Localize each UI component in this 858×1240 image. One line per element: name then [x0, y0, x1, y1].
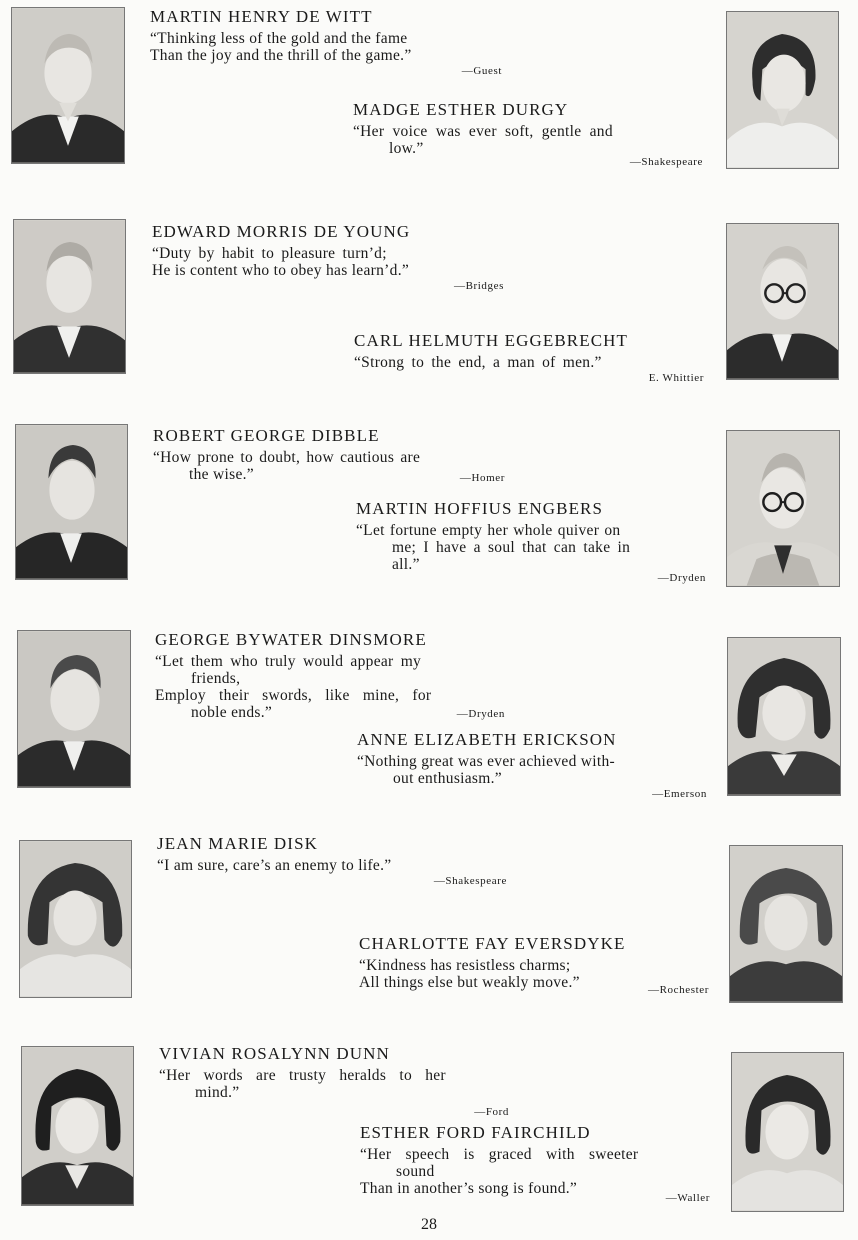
- portrait-photo-edward-de-young: [13, 219, 126, 374]
- quote-line: all.”: [392, 556, 420, 573]
- portrait-image: [16, 425, 127, 579]
- quote-line: “Her speech is graced with sweeter: [360, 1146, 639, 1163]
- quote-line: noble ends.”: [191, 704, 273, 721]
- quote-line: “Her words are trusty heralds to her: [159, 1067, 446, 1084]
- quote-line: mind.”: [195, 1084, 240, 1101]
- quote-line: low.”: [389, 140, 424, 157]
- quote-line: me; I have a soul that can take in: [392, 539, 631, 556]
- quote-attribution: —Dryden: [456, 708, 505, 720]
- portrait-image: [727, 224, 838, 379]
- quote-attribution: —Dryden: [657, 572, 706, 584]
- entry-martin-de-witt: [150, 7, 502, 78]
- quote-line: “How prone to doubt, how cautious are: [153, 449, 421, 466]
- quote-line: “Thinking less of the gold and the fame: [150, 30, 408, 47]
- portrait-image: [732, 1053, 843, 1211]
- student-quote: [353, 123, 703, 157]
- portrait-photo-charlotte-eversdyke: [729, 845, 843, 1003]
- portrait-photo-martin-de-witt: [11, 7, 125, 164]
- quote-attribution: —Shakespeare: [433, 875, 507, 887]
- portrait-image: [728, 638, 840, 795]
- quote-line: out enthusiasm.”: [393, 770, 502, 787]
- quote-line: the wise.”: [189, 466, 254, 483]
- student-quote: [354, 354, 704, 371]
- student-quote: [157, 857, 507, 874]
- entry-edward-de-young: [152, 222, 504, 293]
- quote-line: Than in another’s song is found.”: [360, 1180, 578, 1197]
- student-name: ROBERT GEORGE DIBBLE: [153, 426, 380, 445]
- portrait-image: [18, 631, 130, 787]
- student-name: MARTIN HENRY DE WITT: [150, 7, 373, 26]
- student-name: JEAN MARIE DISK: [157, 834, 318, 853]
- quote-attribution: —Emerson: [652, 788, 707, 800]
- student-quote: [152, 245, 504, 279]
- portrait-image: [20, 841, 131, 997]
- student-quote: [150, 30, 502, 64]
- quote-line: “Nothing great was ever achieved with-: [357, 753, 616, 770]
- entry-carl-eggebrecht: [354, 331, 704, 385]
- student-name: VIVIAN ROSALYNN DUNN: [159, 1044, 390, 1063]
- portrait-image: [730, 846, 842, 1002]
- quote-line: “I am sure, care’s an enemy to life.”: [157, 857, 392, 874]
- portrait-image: [14, 220, 125, 373]
- student-name: GEORGE BYWATER DINSMORE: [155, 630, 427, 649]
- quote-line: All things else but weakly move.”: [359, 974, 580, 991]
- entry-george-dinsmore: [155, 630, 505, 721]
- student-name: MARTIN HOFFIUS ENGBERS: [356, 499, 604, 518]
- entry-esther-fairchild: [360, 1123, 710, 1205]
- quote-attribution: —Rochester: [648, 984, 709, 996]
- portrait-photo-vivian-dunn: [21, 1046, 134, 1206]
- quote-line: Than the joy and the thrill of the game.”: [150, 47, 412, 64]
- entry-martin-engbers: [356, 499, 706, 585]
- quote-attribution: —Ford: [474, 1106, 509, 1118]
- entry-charlotte-eversdyke: [359, 934, 709, 997]
- quote-line: “Strong to the end, a man of men.”: [354, 354, 602, 371]
- portrait-image: [12, 8, 124, 163]
- quote-line: friends,: [191, 670, 241, 687]
- quote-attribution: —Waller: [665, 1192, 710, 1204]
- student-name: ANNE ELIZABETH ERICKSON: [357, 730, 617, 749]
- quote-line: “Duty by habit to pleasure turn’d;: [152, 245, 387, 262]
- student-quote: [159, 1067, 509, 1101]
- portrait-photo-anne-erickson: [727, 637, 841, 796]
- portrait-photo-jean-disk: [19, 840, 132, 998]
- portrait-image: [22, 1047, 133, 1205]
- quote-attribution: —Homer: [459, 472, 505, 484]
- portrait-photo-robert-dibble: [15, 424, 128, 580]
- portrait-image: [727, 431, 839, 586]
- student-name: EDWARD MORRIS DE YOUNG: [152, 222, 411, 241]
- portrait-photo-george-dinsmore: [17, 630, 131, 788]
- quote-line: sound: [396, 1163, 435, 1180]
- student-quote: [356, 522, 706, 573]
- student-quote: [360, 1146, 710, 1197]
- quote-attribution: E. Whittier: [648, 372, 704, 384]
- quote-line: He is content who to obey has learn’d.”: [152, 262, 410, 279]
- quote-line: “Her voice was ever soft, gentle and: [353, 123, 613, 140]
- entry-madge-durgy: [353, 100, 703, 169]
- quote-line: Employ their swords, like mine, for: [155, 687, 432, 704]
- portrait-photo-esther-fairchild: [731, 1052, 844, 1212]
- student-name: CHARLOTTE FAY EVERSDYKE: [359, 934, 626, 953]
- entry-robert-dibble: [153, 426, 505, 485]
- student-quote: [357, 753, 707, 787]
- student-name: MADGE ESTHER DURGY: [353, 100, 569, 119]
- page-number: 28: [421, 1216, 437, 1233]
- student-name: ESTHER FORD FAIRCHILD: [360, 1123, 591, 1142]
- portrait-photo-madge-durgy: [726, 11, 839, 169]
- student-name: CARL HELMUTH EGGEBRECHT: [354, 331, 628, 350]
- portrait-image: [727, 12, 838, 168]
- quote-attribution: —Guest: [461, 65, 502, 77]
- entry-vivian-dunn: [159, 1044, 509, 1119]
- portrait-photo-martin-engbers: [726, 430, 840, 587]
- quote-line: “Let them who truly would appear my: [155, 653, 422, 670]
- portrait-photo-carl-eggebrecht: [726, 223, 839, 380]
- entry-anne-erickson: [357, 730, 707, 801]
- quote-line: “Kindness has resistless charms;: [359, 957, 571, 974]
- quote-line: “Let fortune empty her whole quiver on: [356, 522, 621, 539]
- quote-attribution: —Bridges: [453, 280, 504, 292]
- quote-attribution: —Shakespeare: [629, 156, 703, 168]
- entry-jean-disk: [157, 834, 507, 888]
